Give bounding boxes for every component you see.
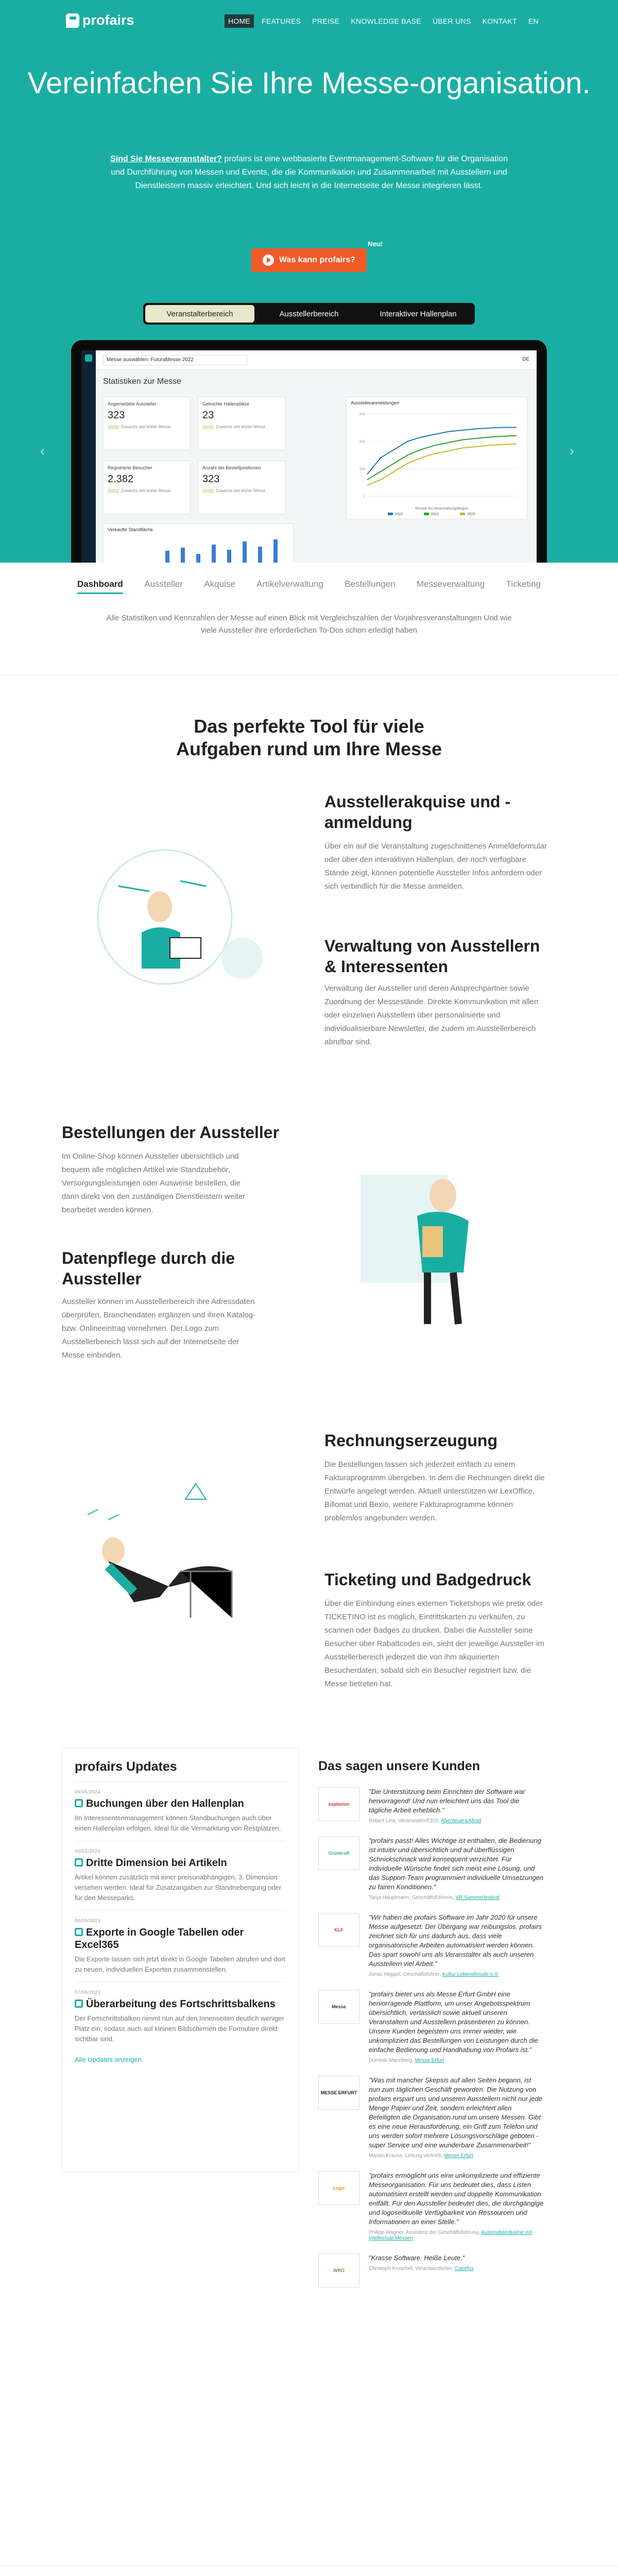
tab-bestellungen[interactable]: Bestellungen bbox=[345, 579, 396, 589]
update-title-text: Buchungen über den Hallenplan bbox=[86, 1798, 244, 1809]
update-item bbox=[75, 1782, 286, 1841]
review-item bbox=[318, 2165, 544, 2247]
stat-value: 323 bbox=[108, 410, 125, 421]
tab-hallenplan[interactable]: Interaktiver Hallenplan bbox=[380, 309, 457, 318]
cta-button[interactable] bbox=[251, 248, 367, 272]
review-author: Robert Lina, Veranstalter/CEO, bbox=[369, 1818, 440, 1824]
review-company-link[interactable]: VR Sommerfestival bbox=[455, 1895, 500, 1901]
nav-features[interactable]: FEATURES bbox=[262, 17, 301, 25]
feature-tabs bbox=[77, 579, 541, 594]
app-main bbox=[96, 350, 537, 563]
line-chart bbox=[347, 409, 527, 517]
stat-card bbox=[103, 397, 191, 450]
review-company-link[interactable]: Colorfox bbox=[454, 2266, 474, 2272]
update-item bbox=[75, 1910, 286, 1982]
stat-note: Zuwachs seit letzter Messe bbox=[202, 488, 281, 493]
update-item bbox=[75, 1841, 286, 1910]
illustration-invoices bbox=[77, 1468, 263, 1636]
review-item bbox=[318, 2070, 544, 2165]
stat-card bbox=[198, 461, 285, 514]
feature-text: Über die Einbindung eines externen Ticketshops wie pretix oder TICKETINO ist es möglich, Eintrittskarten zu verkaufen, zu scannen oder Badges zu drucken. Dabei die Aussteller seine Besucher über Rabattcodes ein, sieht der jeweilige Aussteller im Ausstellerbereich jederzeit die von ihm akquirierten Besucherdaten, sobald sich ein Besucher registriert bzw. die Messe betreten hat. bbox=[324, 1599, 544, 1688]
top-navigation bbox=[0, 11, 618, 32]
review-quote: "profairs passt! Alles Wichtige ist enthalten, die Bedienung ist intuitiv und übersichtlich und auf überflüssigen Schnickschnack wird konsequent verzichtet. Für individuelle Wünsche findet sich meist eine Lösung, und das Support-Team programmiert individuelle Umsetzungen zu fairen Konditionen." bbox=[369, 1837, 544, 1891]
update-title[interactable] bbox=[75, 1998, 286, 2010]
review-quote: "Krasse Software. Heiße Leute." bbox=[369, 2254, 465, 2262]
y-tick-label: 300 bbox=[359, 413, 365, 416]
review-author: Tanja Hauptmann, Geschäftsführerin, bbox=[369, 1895, 454, 1901]
tab-artikelverwaltung[interactable]: Artikelverwaltung bbox=[256, 579, 323, 589]
stat-label: Registrierte Besucher bbox=[108, 465, 152, 470]
customer-logo: WRO bbox=[318, 2253, 359, 2287]
series-line-2020 bbox=[367, 444, 517, 485]
stat-label: Angemeldete Aussteller bbox=[108, 401, 157, 406]
review-item bbox=[318, 2247, 544, 2294]
review-company-link[interactable]: Automobilindustrie mit Intellectual Messen bbox=[369, 2230, 533, 2241]
review-author: Philipp Wagner, Assistenz der Geschäftsführung, bbox=[369, 2230, 480, 2235]
fair-select[interactable]: Messe auswählen: FuturaMesse 2022 bbox=[103, 355, 247, 365]
feature-text: Im Online-Shop können Aussteller übersichtlich und bequem alle möglichen Artikel wie Standzubehör, Versorgungsleistungen oder Ausweise bestellen, die dann direkt von den zuständigen Dienstleistern weiter bearbeitet werden können. bbox=[62, 1152, 246, 1214]
review-quote: "Die Unterstützung beim Einrichten der Software war hervorragend! Und nun erleichtert uns das Tool die tägliche Arbeit erheblich." bbox=[369, 1788, 525, 1814]
y-tick-label: 0 bbox=[363, 495, 365, 499]
stat-value: 323 bbox=[202, 473, 220, 485]
app-screenshot bbox=[81, 350, 537, 563]
update-title[interactable] bbox=[75, 1798, 286, 1810]
view-tabs bbox=[143, 303, 475, 325]
legend-label: 2022 bbox=[395, 513, 403, 516]
app-topbar bbox=[96, 350, 537, 370]
updates-title: profairs Updates bbox=[75, 1759, 177, 1774]
customer-logo: Grünkraft bbox=[318, 1836, 359, 1870]
update-item bbox=[75, 1982, 286, 2052]
hero-title: Vereinfachen Sie Ihre Messe-organisation. bbox=[27, 66, 591, 100]
stat-card bbox=[103, 461, 191, 514]
customer-logo: Messe bbox=[318, 1990, 359, 2024]
stat-note: Zuwachs seit letzter Messe bbox=[108, 425, 186, 429]
update-title-text: Überarbeitung des Fortschrittsbalkens bbox=[86, 1998, 276, 2010]
customer-logo: MESSE ERFURT bbox=[318, 2076, 359, 2110]
nav-preise[interactable]: PREISE bbox=[312, 17, 340, 25]
review-quote: "profairs bietet uns als Messe Erfurt GmbH eine hervorragende Plattform, um unser Angebotsspektrum übersichtlich, verlässlich sowie aktuell unseren Veranstaltern und Ausstellern präsentieren zu können. Unsere Kunden begeistern uns immer wieder, wie unkompliziert das Bestellungen von Leistungen durch die einfache Bedienung und Handhabung von Profairs ist." bbox=[369, 1990, 538, 2054]
registrations-chart bbox=[346, 397, 527, 519]
chart-title: Ausstelleranmeldungen bbox=[351, 400, 400, 405]
y-tick-label: 200 bbox=[359, 440, 365, 444]
tag-icon bbox=[75, 1999, 83, 2008]
illustration-orders bbox=[355, 1154, 520, 1342]
nav-ueber-uns[interactable]: ÜBER UNS bbox=[432, 17, 471, 25]
feature-title: Verwaltung von Ausstellern & Interessenten bbox=[324, 937, 540, 976]
legend-swatch bbox=[424, 513, 429, 515]
feature-text: Verwaltung der Aussteller und deren Ansprechpartner sowie Zuordnung der Messestände. Direkte Kommunikation mit allen oder einzelnen Ausstellern über personalisierte und individualisierbare Newsletter, die zudem im Ausstellerbereich abrufbar sind. bbox=[324, 984, 539, 1046]
update-title-text: Dritte Dimension bei Artikeln bbox=[86, 1857, 227, 1869]
stat-value: 2.382 bbox=[108, 473, 134, 485]
tab-aussteller[interactable]: Aussteller bbox=[144, 579, 183, 589]
update-text: Die Exporte lassen sich jetzt direkt in Google Tabellen abrufen und dort zu neuen, individuellen Exporten zusammenstellen. bbox=[75, 1955, 285, 1973]
nav-language[interactable]: EN bbox=[528, 17, 539, 25]
update-date: 09/05/2024 bbox=[75, 1789, 101, 1794]
feature-title: Bestellungen der Aussteller bbox=[62, 1123, 280, 1142]
feature-title: Datenpflege durch die Aussteller bbox=[62, 1249, 235, 1288]
review-author: Jonas Heppel, Geschäftsführer, bbox=[369, 1972, 441, 1977]
nav-home[interactable]: HOME bbox=[225, 14, 254, 28]
updates-box bbox=[62, 1748, 299, 2172]
footer bbox=[0, 2574, 618, 2576]
main-menu bbox=[225, 14, 542, 28]
profairs-logo-icon bbox=[66, 13, 79, 28]
review-company-link[interactable]: Messe Erfurt bbox=[415, 2058, 444, 2063]
review-item bbox=[318, 1907, 544, 1984]
update-text: Im Interessentenmanagement können Standbuchungen auch über einen Hallenplan erfolgen. Ideal für die Vermarktung von Restplätzen. bbox=[75, 1814, 281, 1832]
hero-description: profairs ist eine webbasierte Eventmanagement-Software für die Organisation und Durchführung von Messen und Events, die die Kommunikation und Zusammenarbeit mit Ausstellern und Dienstleistern massiv erleichtert. Und sich leicht in die Internetseite der Messe integrieren lässt. bbox=[111, 155, 508, 190]
nav-knowledge-base[interactable]: KNOWLEDGE BASE bbox=[351, 17, 421, 25]
legend-swatch bbox=[388, 513, 393, 515]
stats-title: Statistiken zur Messe bbox=[103, 377, 182, 386]
customer-logo: KLF bbox=[318, 1913, 359, 1947]
tab-messeverwaltung[interactable]: Messeverwaltung bbox=[416, 579, 485, 589]
new-badge: Neu! bbox=[368, 240, 383, 248]
customer-logo: explorion bbox=[318, 1787, 359, 1821]
update-date: 04/09/2023 bbox=[75, 1918, 101, 1923]
carousel-next-icon[interactable]: › bbox=[570, 443, 574, 459]
stat-label: Anzahl der Bestellpositionen bbox=[202, 465, 261, 470]
stat-note: Zuwachs seit letzter Messe bbox=[108, 488, 186, 493]
area-sold-card bbox=[103, 523, 294, 563]
tag-icon bbox=[75, 1858, 83, 1867]
stat-note: Zuwachs seit letzter Messe bbox=[202, 425, 281, 429]
customer-logo: Logo bbox=[318, 2171, 359, 2205]
review-company-link[interactable]: Kultur Lebensfreude e.V. bbox=[442, 1972, 499, 1977]
feature-title: Ausstellerakquise und -anmeldung bbox=[324, 792, 510, 832]
update-title[interactable] bbox=[75, 1857, 286, 1869]
tab-veranstalterbereich[interactable]: Veranstalterbereich bbox=[145, 305, 254, 323]
bar-mini-chart bbox=[104, 535, 293, 563]
tab-ticketing[interactable]: Ticketing bbox=[506, 579, 541, 589]
tab-akquise[interactable]: Akquise bbox=[204, 579, 235, 589]
tag-icon bbox=[75, 1928, 83, 1936]
cta-label: Was kann profairs? bbox=[279, 256, 355, 264]
carousel-prev-icon[interactable]: ‹ bbox=[40, 443, 45, 459]
review-author: Marion Krause, Leitung Vertrieb, bbox=[369, 2153, 443, 2159]
series-line-2021 bbox=[367, 436, 517, 480]
app-sidebar bbox=[81, 350, 96, 563]
legend-swatch bbox=[460, 513, 465, 515]
update-title-text: Exporte in Google Tabellen oder Excel365 bbox=[75, 1927, 244, 1951]
review-item bbox=[318, 1984, 544, 2070]
feature-text: Über ein auf die Veranstaltung zugeschnittenes Anmeldeformular oder über den interaktiven Hallenplan, der noch verfügbare Stände zeigt, können potentielle Aussteller Infos anfordern oder sich verbindlich für die Messe anmelden. bbox=[324, 842, 547, 891]
review-quote: "Wir haben die profairs Software im Jahr 2020 für unsere Messe aufgesetzt. Der Übergang war reibungslos. profairs zeichnet sich für uns dadurch aus, dass viele organisatorische Arbeiten automatisiert werden können. Das spart sowohl uns als Veranstalter als auch unseren Ausstellern viel Arbeit." bbox=[369, 1913, 542, 1968]
x-axis-label: Monate bis Veranstaltungsbeginn bbox=[415, 507, 469, 511]
update-date: 07/04/2023 bbox=[75, 1990, 101, 1995]
laptop-mockup bbox=[71, 340, 547, 563]
stat-card bbox=[198, 397, 285, 450]
update-title[interactable] bbox=[75, 1926, 286, 1951]
review-author: Dominik Mannberg, bbox=[369, 2058, 414, 2063]
review-company-link[interactable]: Messe Erfurt bbox=[444, 2153, 473, 2159]
hero-question[interactable]: Sind Sie Messeveranstalter? bbox=[110, 155, 222, 163]
tab-dashboard[interactable]: Dashboard bbox=[77, 579, 123, 594]
app-logo-icon bbox=[85, 354, 92, 362]
y-tick-label: 100 bbox=[359, 467, 365, 471]
feature-title: Rechnungserzeugung bbox=[324, 1431, 498, 1450]
reviews-box bbox=[306, 1748, 556, 2531]
review-company-link[interactable]: Abenteuer&Allrad bbox=[441, 1818, 482, 1824]
stat-value: 23 bbox=[202, 410, 214, 421]
illustration-acquisition bbox=[88, 845, 268, 1002]
brand-logo[interactable] bbox=[66, 12, 134, 28]
review-item bbox=[318, 1830, 544, 1907]
play-icon bbox=[263, 255, 274, 266]
mini-title: Verkaufte Standfläche bbox=[108, 527, 153, 532]
feature-text: Aussteller können im Ausstellerbereich ihre Adressdaten überprüfen, Branchendaten ergänzen und ihren Katalog- bzw. Onlineeintrag vornehmen. Der Logo zum Ausstellerbereich lässt sich auf der Internetseite der Messe einbinden. bbox=[62, 1297, 256, 1360]
stat-label: Gebuchte Hallenplätze bbox=[202, 401, 250, 406]
nav-kontakt[interactable]: KONTAKT bbox=[482, 17, 517, 25]
update-date: 02/02/2024 bbox=[75, 1849, 101, 1854]
feature-title: Ticketing und Badgedruck bbox=[324, 1570, 531, 1589]
user-menu[interactable]: DE bbox=[522, 357, 529, 362]
review-quote: "Was mit mancher Skepsis auf allen Seiten begann, ist nun zum täglichen Geschäft geworden. Die Nutzung von profairs erspart uns und unseren Ausstellern nicht nur jede Menge Papier und Zeit, sondern erleichtert allen Beteiligten die Organisation rund um unsere Messen. Gibt es eine neue Herausforderung, ein Griff zum Telefon und uns werden sofort mehrere Lösungsvorschläge geboten - super Service und eine wunderbare Zusammenarbeit!" bbox=[369, 2076, 542, 2149]
all-updates-link[interactable]: Alle Updates anzeigen bbox=[75, 2056, 142, 2063]
update-text: Der Fortschrittsbalken nimmt nun auf den Innenseiten deutlich weniger Platz ein, sodass auch auf kleinen Bildschirmen die Formulare direkt sichtbar sind. bbox=[75, 2014, 284, 2043]
feature-text: Die Bestellungen lassen sich jederzeit einfach zu einem Fakturaprogramm übergeben. In dem die Rechnungen direkt die Entwürfe angelegt werden. Aktuell unterstützen wir LexOffice, Billomat und Bexio, weitere Fakturaprogramme können problemlos angebunden werden. bbox=[324, 1460, 545, 1522]
section-title: Das perfekte Tool für viele Aufgaben rund um Ihre Messe bbox=[176, 716, 442, 759]
feature-description: Alle Statistiken und Kennzahlen der Messe auf einen Blick mit Vergleichszahlen der Vorjahresveranstaltungen Und wie viele Aussteller ihre erforderlichen To-Dos schon erledigt haben bbox=[106, 614, 512, 635]
series-line-2022 bbox=[367, 428, 517, 474]
legend-label: 2020 bbox=[467, 513, 475, 516]
brand-name: profairs bbox=[82, 12, 134, 28]
review-quote: "profairs ermöglicht uns eine unkomplizierte und effiziente Messeorganisation. Für uns bedeutet dies, dass Listen automatisiert erstellt werden und doppelte Kommunikation entfällt. Für den Aussteller bedeutet dies, die durchgängige und logoseitkuelle Verfügbarkeit von Ressourcen und Informationen an einer Stelle." bbox=[369, 2172, 544, 2226]
review-author: Christoph Kroschel, Verantwortlicher, bbox=[369, 2266, 453, 2272]
hero-text bbox=[108, 152, 510, 193]
tab-ausstellerbereich[interactable]: Ausstellerbereich bbox=[279, 309, 339, 318]
legend-label: 2021 bbox=[431, 513, 439, 516]
review-item bbox=[318, 1781, 544, 1830]
update-text: Artikel können zusätzlich mit einer preisunabhängigen, 3. Dimension versehen werden. Ideal für Zusatzangaben zur Standnebengung oder für den Messeparks. bbox=[75, 1873, 282, 1902]
tag-icon bbox=[75, 1799, 83, 1807]
reviews-title: Das sagen unsere Kunden bbox=[318, 1759, 480, 1773]
